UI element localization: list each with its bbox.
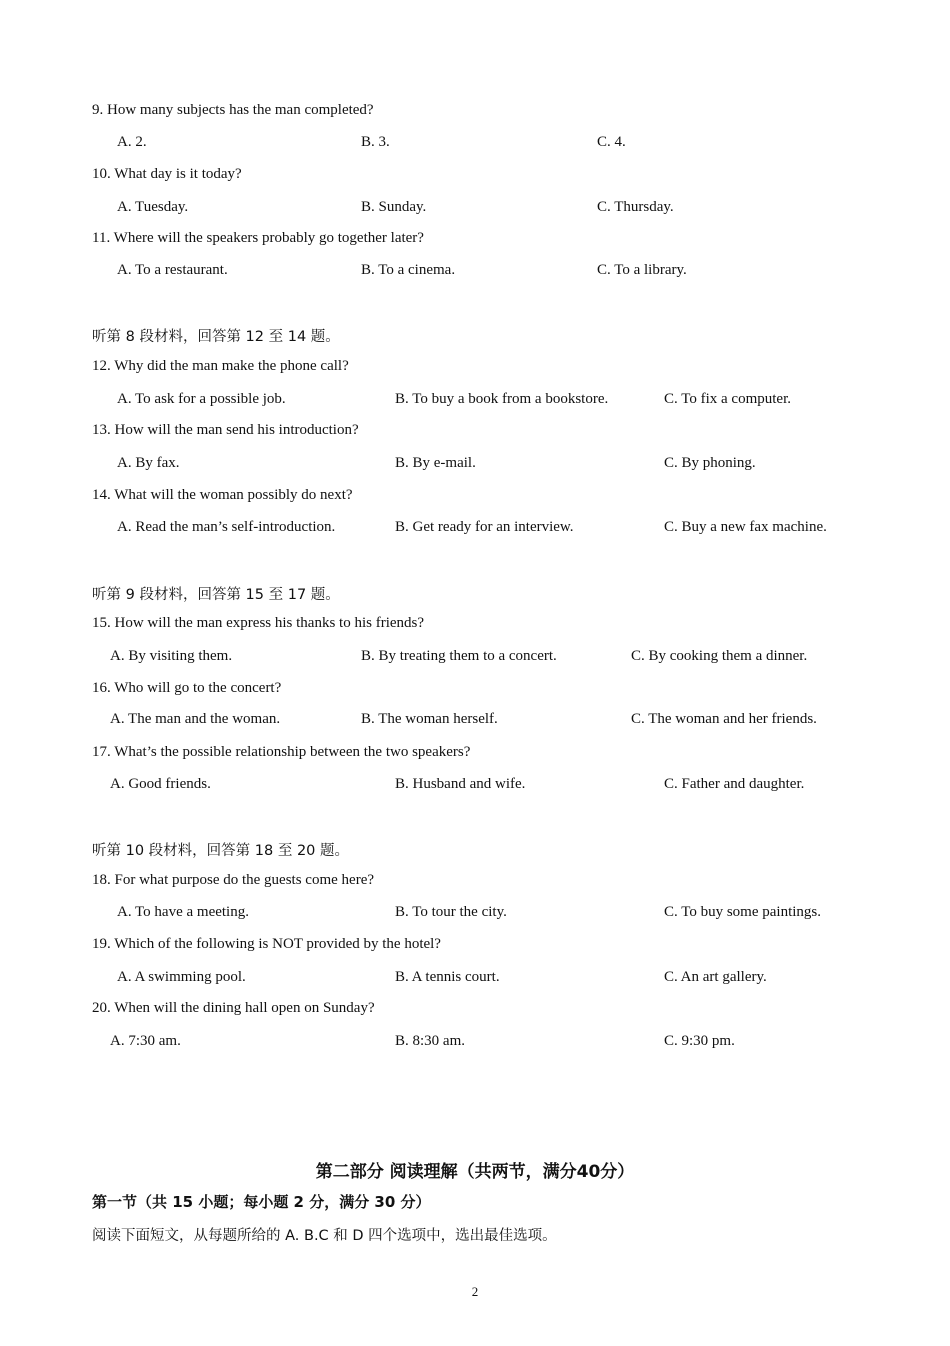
question-10-option-b: B. Sunday.: [361, 199, 427, 215]
question-20-option-a: A. 7:30 am.: [110, 1033, 181, 1049]
question-12-option-b: B. To buy a book from a bookstore.: [395, 391, 609, 407]
question-14-option-a: A. Read the man’s self-introduction.: [117, 519, 336, 535]
question-17-option-c: C. Father and daughter.: [664, 776, 805, 792]
question-18-option-c: C. To buy some paintings.: [664, 904, 822, 920]
question-19-option-a: A. A swimming pool.: [117, 969, 246, 985]
question-15-stem: 15. How will the man express his thanks to his friends?: [92, 615, 425, 631]
question-13-option-a: A. By fax.: [117, 455, 180, 471]
question-19-stem: 19. Which of the following is NOT provided by the hotel?: [92, 936, 441, 952]
question-12-stem: 12. Why did the man make the phone call?: [92, 358, 349, 374]
question-9-option-a: A. 2.: [117, 134, 147, 150]
question-11-option-c: C. To a library.: [597, 262, 687, 278]
part-two-subtitle: 第一节（共 15 小题；每小题 2 分，满分 30 分）: [92, 1193, 431, 1211]
question-10-option-c: C. Thursday.: [597, 199, 674, 215]
question-16-stem: 16. Who will go to the concert?: [92, 680, 282, 696]
question-10-option-a: A. Tuesday.: [117, 199, 189, 215]
question-20-stem: 20. When will the dining hall open on Sunday?: [92, 1000, 375, 1016]
question-20-option-c: C. 9:30 pm.: [664, 1033, 735, 1049]
section-header-9: 听第 9 段材料，回答第 15 至 17 题。: [92, 587, 340, 603]
question-18-option-b: B. To tour the city.: [395, 904, 507, 920]
question-11-option-a: A. To a restaurant.: [117, 262, 228, 278]
question-17-option-a: A. Good friends.: [110, 776, 211, 792]
question-12-option-a: A. To ask for a possible job.: [117, 391, 286, 407]
question-9-stem: 9. How many subjects has the man completed?: [92, 102, 374, 118]
question-20-option-b: B. 8:30 am.: [395, 1033, 465, 1049]
page-number: 2: [471, 1284, 479, 1299]
section-header-8: 听第 8 段材料，回答第 12 至 14 题。: [92, 329, 340, 345]
question-9-option-b: B. 3.: [361, 134, 390, 150]
question-16-option-a: A. The man and the woman.: [110, 711, 281, 727]
question-18-stem: 18. For what purpose do the guests come here?: [92, 872, 375, 888]
question-14-option-b: B. Get ready for an interview.: [395, 519, 574, 535]
question-13-option-b: B. By e-mail.: [395, 455, 476, 471]
section-header-10: 听第 10 段材料，回答第 18 至 20 题。: [92, 843, 350, 859]
question-14-stem: 14. What will the woman possibly do next?: [92, 487, 353, 503]
question-11-stem: 11. Where will the speakers probably go together later?: [92, 230, 424, 246]
question-17-option-b: B. Husband and wife.: [395, 776, 526, 792]
part-two-instruction: 阅读下面短文，从每题所给的 A. B.C 和 D 四个选项中，选出最佳选项。: [92, 1228, 557, 1244]
question-9-option-c: C. 4.: [597, 134, 626, 150]
question-17-stem: 17. What’s the possible relationship between the two speakers?: [92, 744, 471, 760]
question-15-option-c: C. By cooking them a dinner.: [631, 648, 808, 664]
question-14-option-c: C. Buy a new fax machine.: [664, 519, 827, 535]
question-11-option-b: B. To a cinema.: [361, 262, 456, 278]
question-13-option-c: C. By phoning.: [664, 455, 756, 471]
question-19-option-c: C. An art gallery.: [664, 969, 767, 985]
question-16-option-b: B. The woman herself.: [361, 711, 498, 727]
question-15-option-b: B. By treating them to a concert.: [361, 648, 557, 664]
question-10-stem: 10. What day is it today?: [92, 166, 242, 182]
question-12-option-c: C. To fix a computer.: [664, 391, 791, 407]
question-18-option-a: A. To have a meeting.: [117, 904, 249, 920]
question-15-option-a: A. By visiting them.: [110, 648, 233, 664]
question-13-stem: 13. How will the man send his introduction?: [92, 422, 359, 438]
part-two-title: 第二部分 阅读理解（共两节，满分40分）: [315, 1162, 635, 1182]
question-19-option-b: B. A tennis court.: [395, 969, 500, 985]
question-16-option-c: C. The woman and her friends.: [631, 711, 817, 727]
